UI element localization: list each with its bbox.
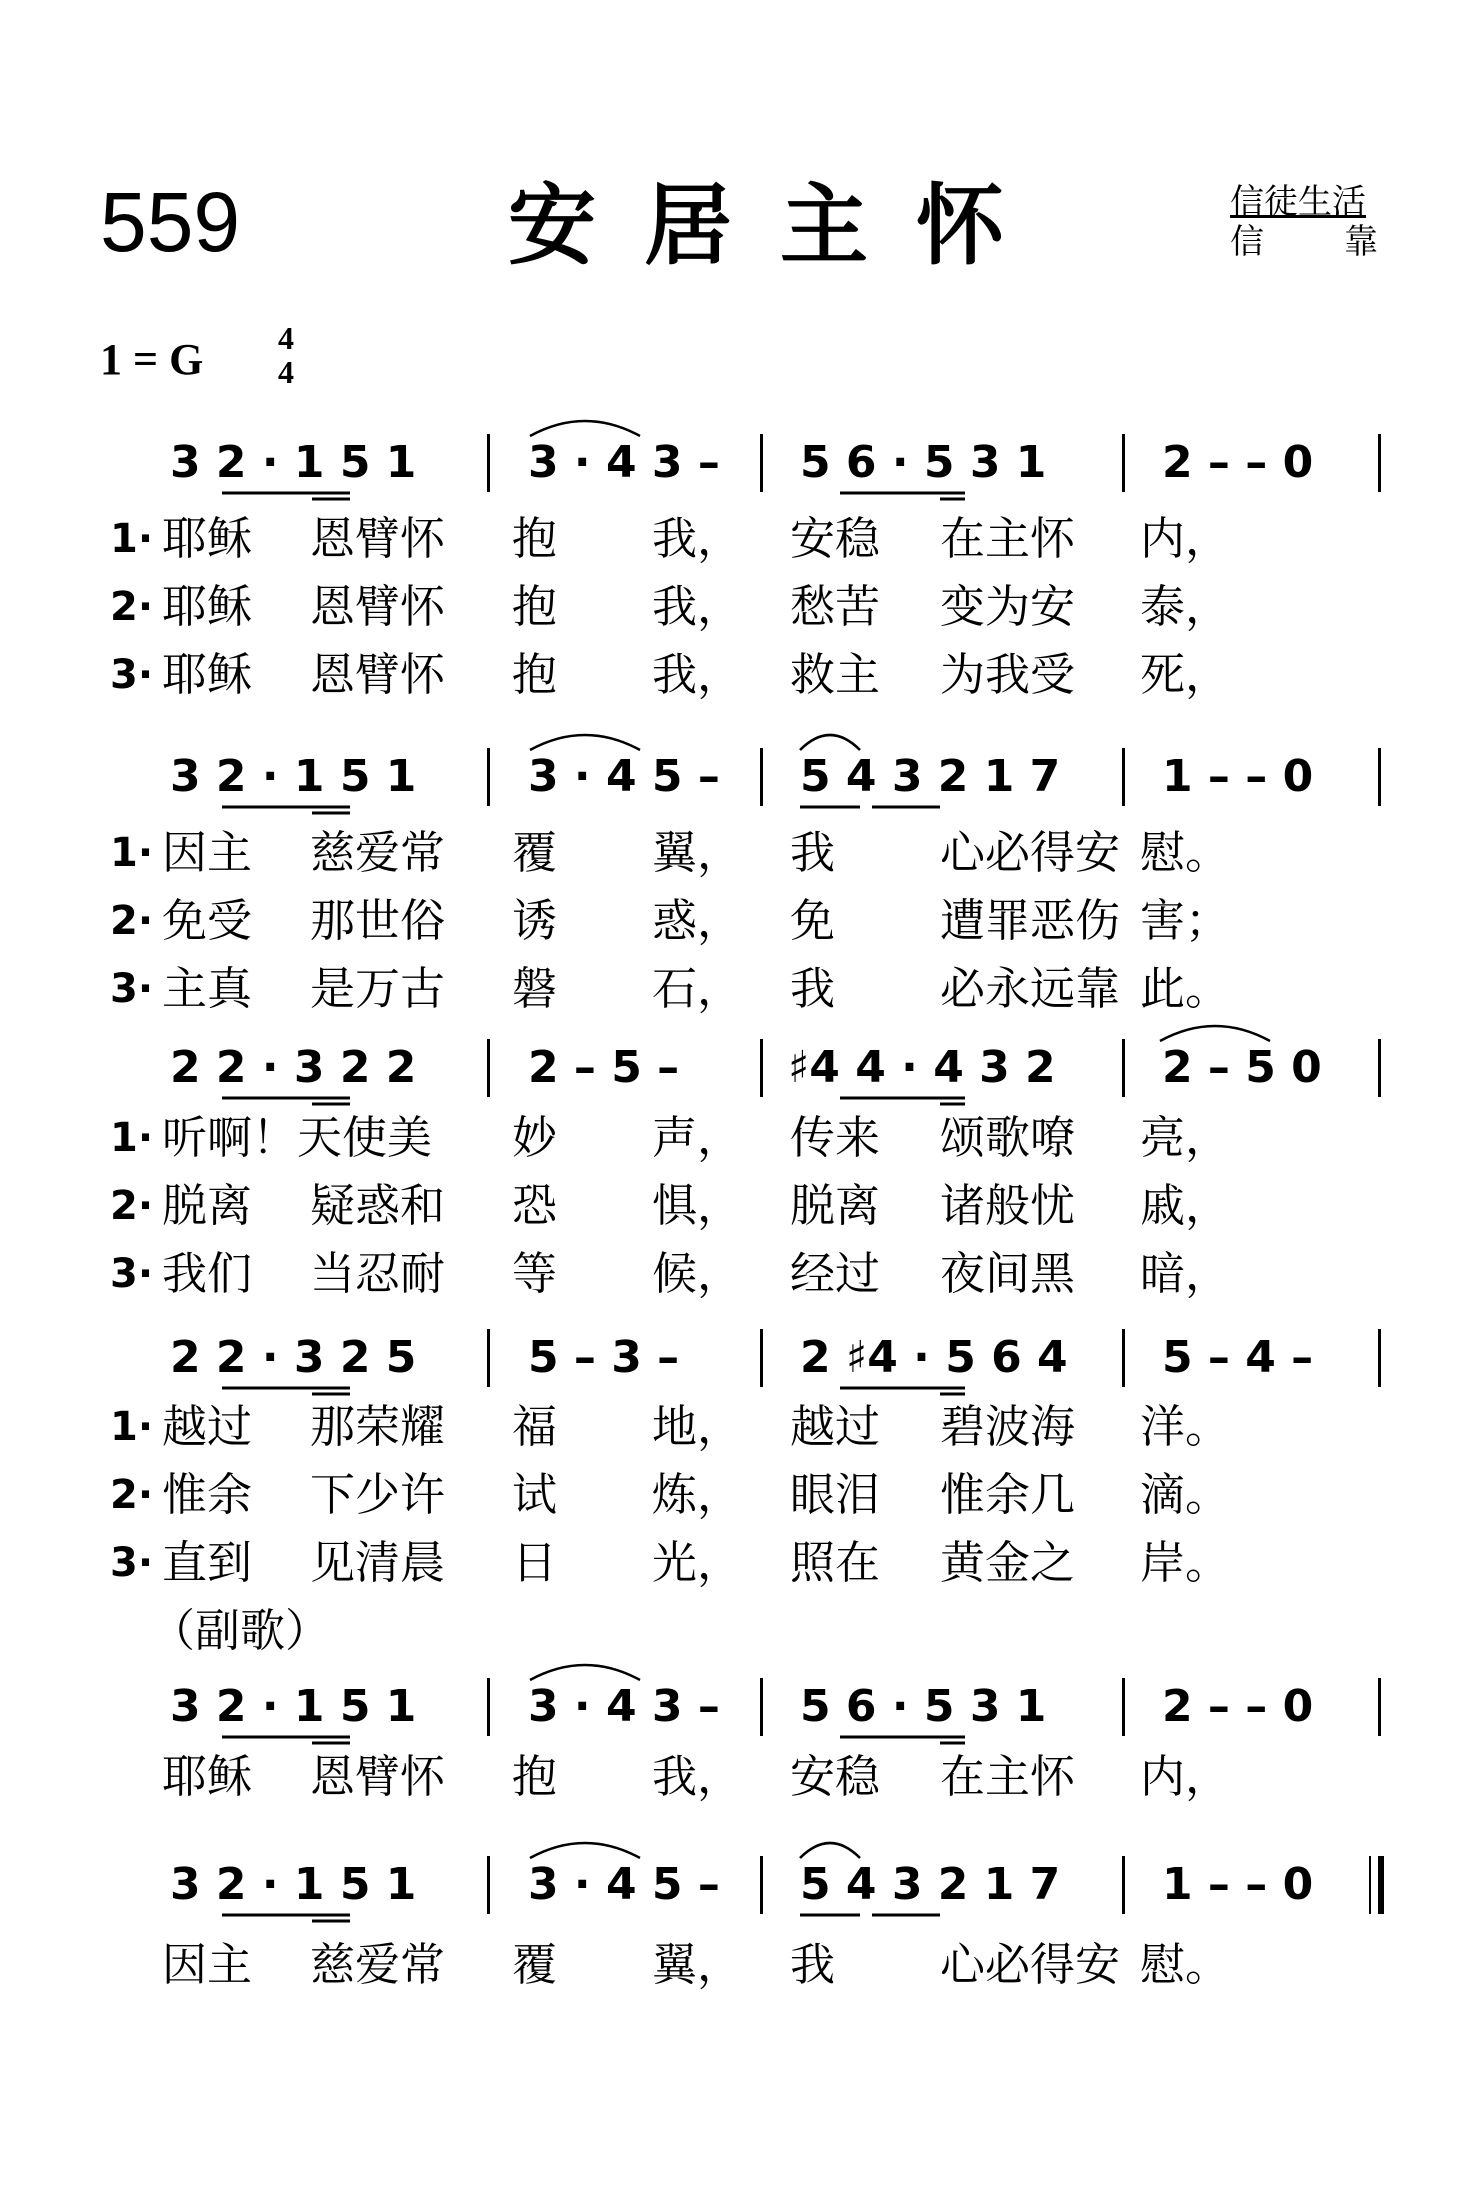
barline bbox=[1378, 1678, 1381, 1736]
verse-number: 3· bbox=[110, 652, 154, 698]
lyric-word: 变为安 bbox=[940, 580, 1076, 633]
lyric-word: 脱离 bbox=[790, 1179, 881, 1232]
lyric-word: 听啊！天使美 bbox=[162, 1111, 433, 1164]
barline bbox=[760, 1678, 763, 1736]
measure-notes: 1 – – 0 bbox=[1162, 751, 1314, 802]
lyric-word: 免 bbox=[790, 894, 836, 947]
measure-notes: 1 – – 0 bbox=[1162, 1859, 1314, 1910]
verse-number: 2· bbox=[110, 1183, 154, 1229]
lyric-word: 等 bbox=[512, 1247, 558, 1300]
lyric-word: 照在 bbox=[790, 1536, 881, 1589]
barline bbox=[487, 1039, 490, 1097]
lyric-word: 那荣耀 bbox=[310, 1400, 446, 1453]
lyric-word: 磐 bbox=[512, 962, 558, 1015]
lyric-word: 耶稣 bbox=[162, 580, 253, 633]
lyric-word: 诱 bbox=[512, 894, 558, 947]
lyric-word: 我 bbox=[790, 1938, 836, 1991]
verse-number: 1· bbox=[110, 830, 154, 876]
lyric-word: 恩臂怀 bbox=[310, 512, 446, 565]
lyric-word: 光， bbox=[652, 1536, 743, 1589]
measure-notes: 5 6 · 5 3 1 bbox=[800, 437, 1047, 488]
measure-notes: 2 2 · 3 2 5 bbox=[170, 1332, 417, 1383]
barline bbox=[487, 1329, 490, 1387]
barline bbox=[487, 434, 490, 492]
lyric-word: 我， bbox=[652, 580, 743, 633]
verse-number: 2· bbox=[110, 584, 154, 630]
source-credit: 信徒生活 bbox=[1230, 182, 1366, 222]
refrain-label: （副歌） bbox=[150, 1604, 331, 1657]
beams bbox=[222, 493, 965, 1921]
lyric-word: 抱 bbox=[512, 580, 558, 633]
category-char: 信 bbox=[1230, 222, 1264, 262]
lyric-word: 亮， bbox=[1140, 1111, 1231, 1164]
lyric-word: 覆 bbox=[512, 1938, 558, 1991]
hymn-title: 安居主怀 bbox=[508, 174, 1053, 277]
lyric-word: 耶稣 bbox=[162, 648, 253, 701]
lyric-word: 抱 bbox=[512, 512, 558, 565]
lyric-word: 疑惑和 bbox=[310, 1179, 446, 1232]
measure-notes: 3 2 · 1 5 1 bbox=[170, 1681, 417, 1732]
lyric-word: 抱 bbox=[512, 1750, 558, 1803]
lyric-word: 传来 bbox=[790, 1111, 881, 1164]
lyric-word: 恩臂怀 bbox=[310, 580, 446, 633]
barline bbox=[487, 748, 490, 806]
lyric-word: 害； bbox=[1140, 894, 1231, 947]
lyric-word: 候， bbox=[652, 1247, 743, 1300]
measure-notes: 5 6 · 5 3 1 bbox=[800, 1681, 1047, 1732]
barline bbox=[760, 1329, 763, 1387]
measure-notes: 5 – 4 – bbox=[1162, 1332, 1314, 1383]
barline bbox=[760, 748, 763, 806]
lyric-word: 我， bbox=[652, 512, 743, 565]
lyric-word: 是万古 bbox=[310, 962, 446, 1015]
lyric-word: 我 bbox=[790, 826, 836, 879]
barline bbox=[760, 1856, 763, 1914]
barline bbox=[760, 1039, 763, 1097]
lyric-word: 我， bbox=[652, 648, 743, 701]
verse-number: 3· bbox=[110, 1540, 154, 1586]
lyric-word: 炼， bbox=[652, 1468, 743, 1521]
verse-number: 3· bbox=[110, 966, 154, 1012]
measure-notes: ♯4 4 · 4 3 2 bbox=[788, 1042, 1056, 1093]
barline bbox=[760, 434, 763, 492]
barline bbox=[1378, 1329, 1381, 1387]
lyric-word: 惑， bbox=[652, 894, 743, 947]
lyric-word: 恩臂怀 bbox=[310, 1750, 446, 1803]
lyric-word: 声， bbox=[652, 1111, 743, 1164]
measure-notes: 3 2 · 1 5 1 bbox=[170, 751, 417, 802]
slur bbox=[530, 1843, 640, 1858]
measure-notes: 2 2 · 3 2 2 bbox=[170, 1042, 417, 1093]
lyric-word: 必永远靠 bbox=[940, 962, 1121, 1015]
lyric-word: 在主怀 bbox=[940, 512, 1076, 565]
lyric-word: 戚， bbox=[1140, 1179, 1231, 1232]
measure-notes: 2 – 5 0 bbox=[1162, 1042, 1322, 1093]
barline bbox=[1122, 1329, 1125, 1387]
lyric-word: 颂歌嘹 bbox=[940, 1111, 1076, 1164]
lyric-word: 越过 bbox=[790, 1400, 881, 1453]
lyric-word: 翼， bbox=[652, 826, 743, 879]
lyric-word: 此。 bbox=[1140, 962, 1231, 1015]
lyric-word: 直到 bbox=[162, 1536, 253, 1589]
measure-notes: 2 ♯4 · 5 6 4 bbox=[800, 1332, 1068, 1383]
barline bbox=[487, 1678, 490, 1736]
lyric-word: 惧， bbox=[652, 1179, 743, 1232]
lyric-word: 下少许 bbox=[310, 1468, 446, 1521]
lyric-word: 在主怀 bbox=[940, 1750, 1076, 1803]
lyric-word: 心必得安 bbox=[940, 1938, 1121, 1991]
time-denominator: 4 bbox=[278, 354, 294, 390]
lyric-word: 抱 bbox=[512, 648, 558, 701]
barlines bbox=[487, 434, 1384, 1914]
lyric-word: 日 bbox=[512, 1536, 558, 1589]
lyric-word: 见清晨 bbox=[310, 1536, 446, 1589]
barline bbox=[1378, 1039, 1381, 1097]
measure-notes: 3 2 · 1 5 1 bbox=[170, 437, 417, 488]
lyric-word: 因主 bbox=[162, 826, 253, 879]
lyric-word: 慰。 bbox=[1140, 1938, 1231, 1991]
slur bbox=[800, 735, 860, 750]
lyric-word: 岸。 bbox=[1140, 1536, 1231, 1589]
barline bbox=[487, 1856, 490, 1914]
lyric-word: 耶稣 bbox=[162, 512, 253, 565]
lyric-word: 遭罪恶伤 bbox=[940, 894, 1121, 947]
measure-notes: 5 – 3 – bbox=[528, 1332, 680, 1383]
lyric-word: 黄金之 bbox=[940, 1536, 1076, 1589]
measure-notes: 3 2 · 1 5 1 bbox=[170, 1859, 417, 1910]
lyric-word: 脱离 bbox=[162, 1179, 253, 1232]
slur bbox=[530, 735, 640, 750]
lyric-word: 滴。 bbox=[1140, 1468, 1231, 1521]
lyric-word: 为我受 bbox=[940, 648, 1076, 701]
measure-notes: 2 – – 0 bbox=[1162, 437, 1314, 488]
lyric-word: 耶稣 bbox=[162, 1750, 253, 1803]
measure-notes: 3 · 4 5 – bbox=[528, 751, 720, 802]
lyric-word: 石， bbox=[652, 962, 743, 1015]
lyric-word: 诸般忧 bbox=[940, 1179, 1076, 1232]
lyric-word: 我， bbox=[652, 1750, 743, 1803]
lyric-word: 惟余几 bbox=[940, 1468, 1076, 1521]
hymn-number: 559 bbox=[100, 175, 241, 269]
verse-number: 1· bbox=[110, 516, 154, 562]
lyric-word: 眼泪 bbox=[790, 1468, 881, 1521]
lyric-word: 试 bbox=[512, 1468, 558, 1521]
slur bbox=[530, 1665, 640, 1680]
barline bbox=[1378, 434, 1381, 492]
measure-notes: 3 · 4 3 – bbox=[528, 437, 720, 488]
lyric-word: 救主 bbox=[790, 648, 881, 701]
lyric-word: 恩臂怀 bbox=[310, 648, 446, 701]
lyric-word: 暗， bbox=[1140, 1247, 1231, 1300]
measure-notes: 5 4 3 2 1 7 bbox=[800, 751, 1061, 802]
verse-number: 1· bbox=[110, 1404, 154, 1450]
lyric-word: 越过 bbox=[162, 1400, 253, 1453]
lyric-word: 慰。 bbox=[1140, 826, 1231, 879]
lyric-word: 安稳 bbox=[790, 1750, 881, 1803]
lyric-word: 内， bbox=[1140, 1750, 1231, 1803]
measure-notes: 3 · 4 3 – bbox=[528, 1681, 720, 1732]
category-char: 靠 bbox=[1344, 222, 1378, 262]
lyric-word: 洋。 bbox=[1140, 1400, 1231, 1453]
lyric-word: 主真 bbox=[162, 962, 253, 1015]
lyric-word: 内， bbox=[1140, 512, 1231, 565]
key-signature: 1 = G bbox=[100, 335, 204, 384]
slur bbox=[800, 1843, 860, 1858]
lyric-word: 愁苦 bbox=[790, 580, 881, 633]
lyric-word: 覆 bbox=[512, 826, 558, 879]
final-barline bbox=[1369, 1856, 1371, 1914]
barline bbox=[1122, 1678, 1125, 1736]
slurs bbox=[530, 421, 1270, 1858]
lyric-word: 我 bbox=[790, 962, 836, 1015]
lyric-word: 地， bbox=[652, 1400, 743, 1453]
lyric-word: 泰， bbox=[1140, 580, 1231, 633]
lyric-word: 妙 bbox=[512, 1111, 558, 1164]
lyric-word: 翼， bbox=[652, 1938, 743, 1991]
measure-notes: 2 – – 0 bbox=[1162, 1681, 1314, 1732]
barline bbox=[1122, 1039, 1125, 1097]
lyric-word: 因主 bbox=[162, 1938, 253, 1991]
measure-notes: 3 · 4 5 – bbox=[528, 1859, 720, 1910]
slur bbox=[530, 421, 640, 436]
lyric-word: 我们 bbox=[162, 1247, 253, 1300]
verse-number: 2· bbox=[110, 898, 154, 944]
lyric-word: 夜间黑 bbox=[940, 1247, 1076, 1300]
lyric-word: 慈爱常 bbox=[310, 826, 446, 879]
lyric-word: 惟余 bbox=[162, 1468, 253, 1521]
barline bbox=[1122, 748, 1125, 806]
lyric-word: 福 bbox=[512, 1400, 558, 1453]
lyric-word: 当忍耐 bbox=[310, 1247, 446, 1300]
lyric-word: 死， bbox=[1140, 648, 1231, 701]
barline bbox=[1122, 1856, 1125, 1914]
time-numerator: 4 bbox=[278, 320, 294, 356]
lyric-word: 心必得安 bbox=[940, 826, 1121, 879]
verse-number: 2· bbox=[110, 1472, 154, 1518]
lyric-word: 经过 bbox=[790, 1247, 881, 1300]
measure-notes: 2 – 5 – bbox=[528, 1042, 680, 1093]
lyric-word: 恐 bbox=[512, 1179, 558, 1232]
lyric-word: 那世俗 bbox=[310, 894, 446, 947]
lyric-word: 慈爱常 bbox=[310, 1938, 446, 1991]
barline bbox=[1378, 748, 1381, 806]
barline bbox=[1122, 434, 1125, 492]
barline bbox=[1378, 1856, 1384, 1914]
verse-number: 3· bbox=[110, 1251, 154, 1297]
slur bbox=[1160, 1026, 1270, 1041]
lyric-word: 免受 bbox=[162, 894, 253, 947]
lyric-word: 碧波海 bbox=[940, 1400, 1076, 1453]
verse-number: 1· bbox=[110, 1115, 154, 1161]
lyric-word: 安稳 bbox=[790, 512, 881, 565]
measure-notes: 5 4 3 2 1 7 bbox=[800, 1859, 1061, 1910]
